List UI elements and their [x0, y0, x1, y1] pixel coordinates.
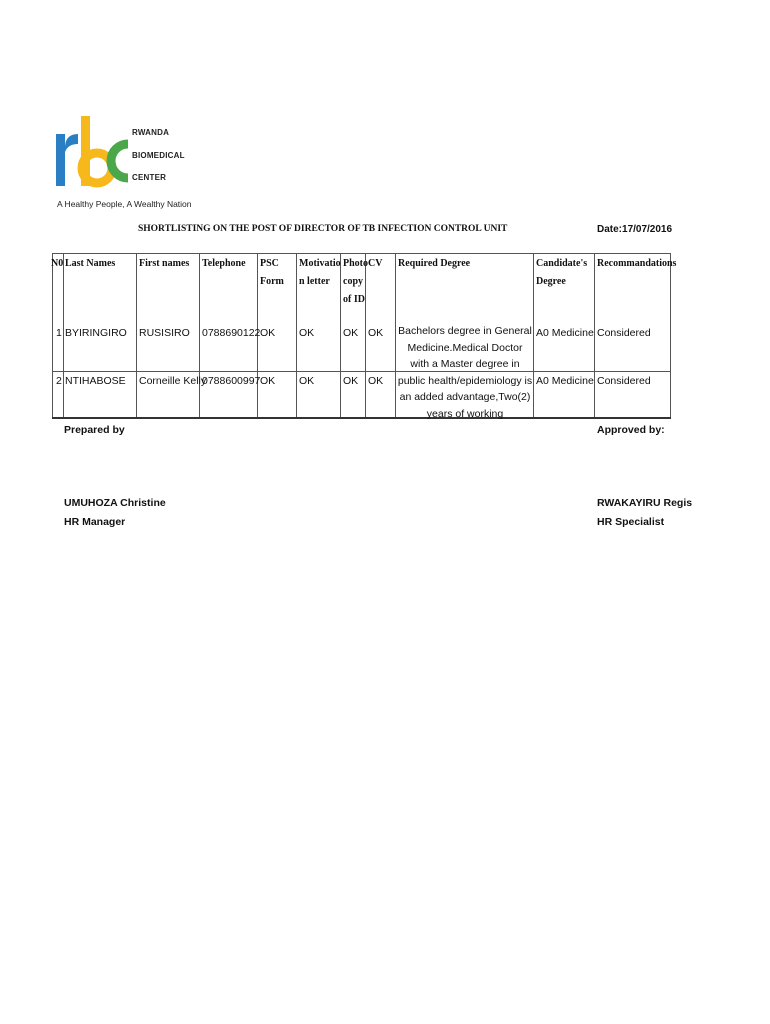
required-degree-text: Bachelors degree in General Medicine.Medical Doctor with a Master degree in public health/epidemiology is an added advantage,Two(2) years of working	[397, 325, 533, 420]
header-motivation-line1: Motivatio	[299, 258, 341, 269]
header-no: N0	[51, 258, 64, 269]
row-2-psc-form: OK	[260, 375, 276, 387]
logo-tagline: A Healthy People, A Wealthy Nation	[57, 199, 192, 209]
shortlist-table	[51, 253, 677, 420]
document-title: SHORTLISTING ON THE POST OF DIRECTOR OF TB INFECTION CONTROL UNIT	[138, 224, 508, 234]
row-1-candidate-degree: A0 Medicine	[536, 327, 594, 339]
header-motivation-line2: n letter	[299, 276, 330, 287]
approver-title: HR Specialist	[597, 516, 665, 528]
header-last-names: Last Names	[65, 258, 116, 269]
row-1-recommandation: Considered	[597, 327, 651, 339]
approver-name: RWAKAYIRU Regis	[597, 497, 693, 509]
document-date: Date:17/07/2016	[597, 224, 673, 235]
logo-name-line-3: CENTER	[132, 173, 167, 182]
row-2-photocopy-id: OK	[343, 375, 359, 387]
row-1-motivation-letter: OK	[299, 327, 315, 339]
logo-name-line-1: RWANDA	[132, 128, 170, 137]
row-1-psc-form: OK	[260, 327, 276, 339]
rbc-letters-graphic	[52, 112, 130, 194]
header-cv: CV	[368, 258, 383, 269]
logo-name-line-2: BIOMEDICAL	[132, 151, 185, 160]
preparer-title: HR Manager	[64, 516, 126, 528]
row-2-cv: OK	[368, 375, 384, 387]
approved-by-label: Approved by:	[597, 424, 665, 436]
row-2-first-name: Corneille Kelly	[139, 375, 207, 387]
header-candidate-degree-line2: Degree	[536, 276, 566, 287]
header-telephone: Telephone	[202, 258, 246, 269]
header-required-degree: Required Degree	[398, 258, 471, 269]
header-photocopy-line1: Photo	[343, 258, 368, 269]
row-1-last-name: BYIRINGIRO	[65, 327, 127, 339]
row-2-telephone: 0788600997	[202, 375, 261, 387]
header-photocopy-line3: of ID	[343, 294, 365, 305]
preparer-name: UMUHOZA Christine	[64, 497, 166, 509]
rbc-logo	[52, 112, 192, 212]
row-1-photocopy-id: OK	[343, 327, 359, 339]
row-1-telephone: 0788690122	[202, 327, 261, 339]
header-candidate-degree-line1: Candidate's	[536, 258, 588, 269]
header-psc-form-line2: Form	[260, 276, 284, 287]
header-photocopy-line2: copy	[343, 276, 363, 287]
row-2-last-name: NTIHABOSE	[65, 375, 126, 387]
row-2-no: 2	[56, 375, 62, 387]
prepared-by-label: Prepared by	[64, 424, 125, 436]
row-2-candidate-degree: A0 Medicine	[536, 375, 594, 387]
header-psc-form-line1: PSC	[260, 258, 279, 269]
row-1-cv: OK	[368, 327, 384, 339]
row-1-no: 1	[56, 327, 62, 339]
row-2-motivation-letter: OK	[299, 375, 315, 387]
row-1-first-name: RUSISIRO	[139, 327, 190, 339]
row-2-recommandation: Considered	[597, 375, 651, 387]
header-first-names: First names	[139, 258, 190, 269]
header-recommandations: Recommandations	[597, 258, 677, 269]
